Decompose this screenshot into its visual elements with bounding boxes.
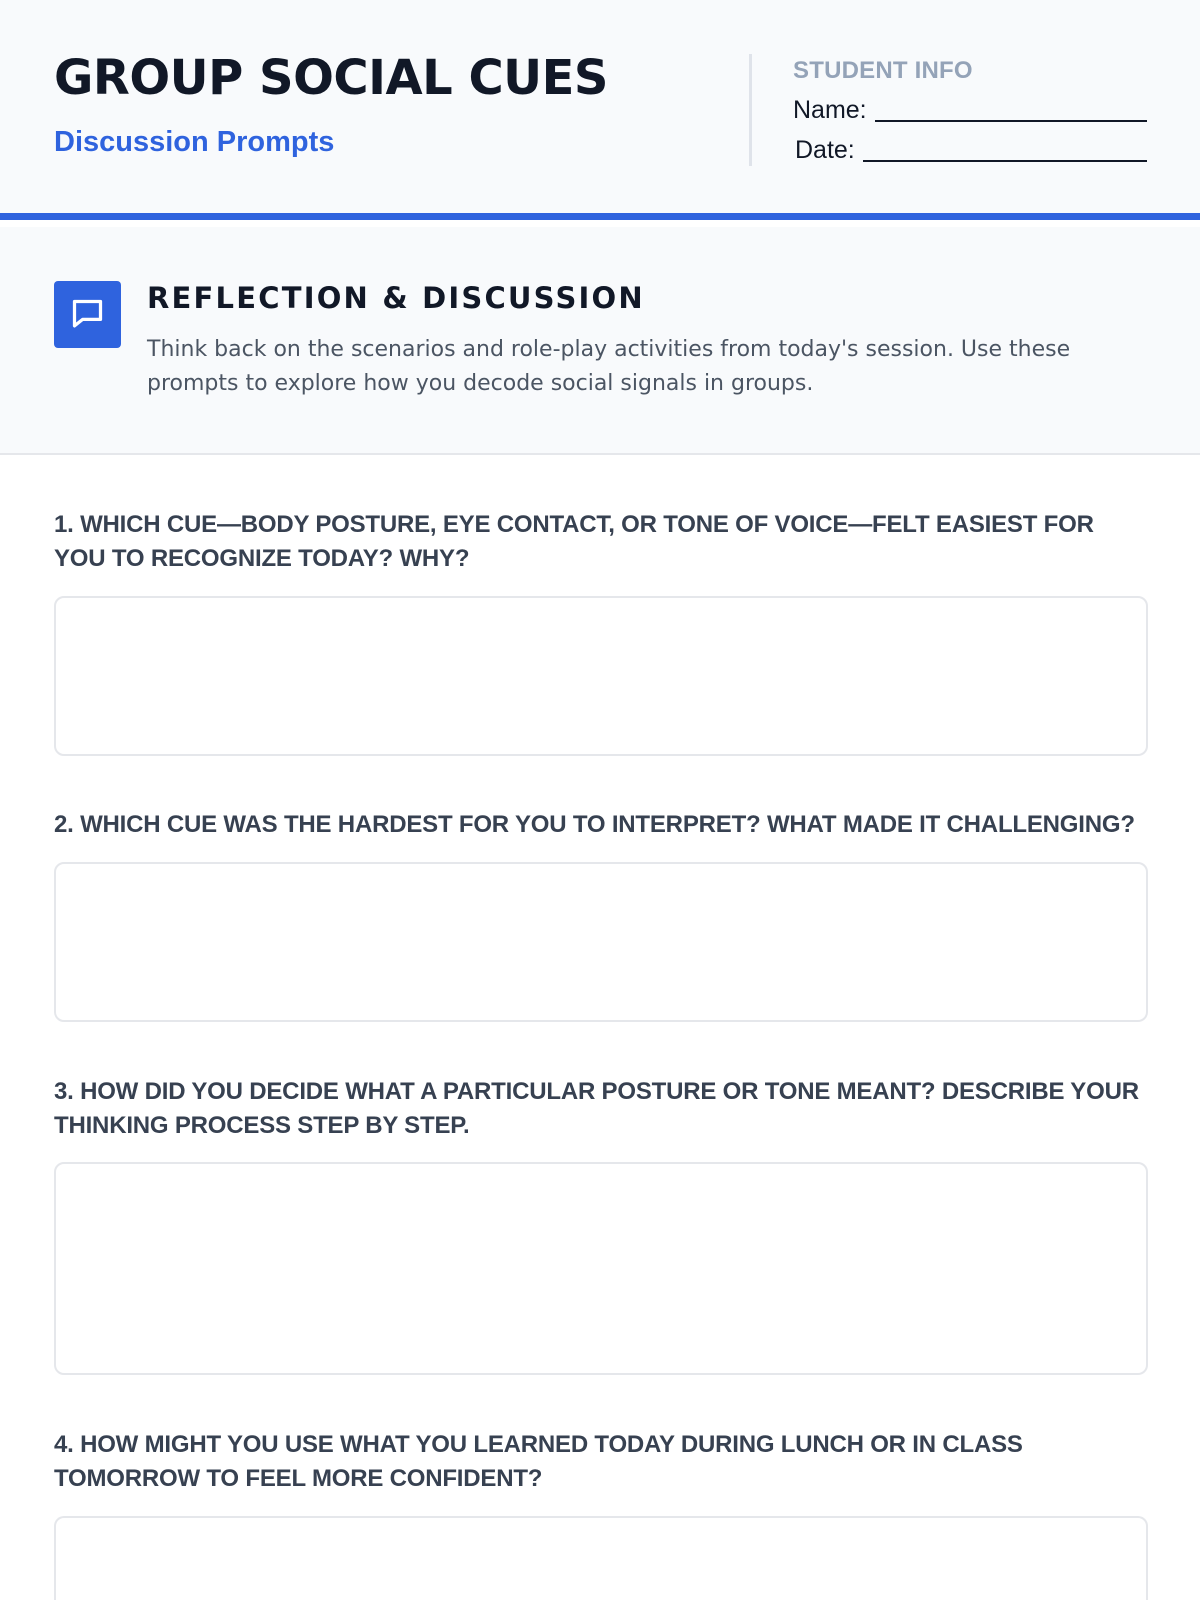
prompt-label: 2. WHICH CUE WAS THE HARDEST FOR YOU TO INTERPRET? WHAT MADE IT CHALLENGING? bbox=[54, 811, 1135, 838]
name-label: Name: bbox=[793, 96, 867, 124]
prompt-2 bbox=[54, 808, 1148, 842]
name-field[interactable] bbox=[793, 96, 1147, 125]
student-info-heading: STUDENT INFO bbox=[793, 57, 973, 84]
section-description: Think back on the scenarios and role-play activities from today's session. Use these prompts to explore how you decode social signals in groups. bbox=[147, 337, 1071, 396]
answer-box-1[interactable] bbox=[54, 596, 1148, 756]
prompt-3 bbox=[54, 1075, 1148, 1143]
worksheet-header bbox=[0, 0, 1200, 220]
chat-bubble-icon bbox=[54, 281, 121, 348]
header-divider bbox=[749, 54, 752, 166]
prompt-label: 4. HOW MIGHT YOU USE WHAT YOU LEARNED TODAY DURING LUNCH OR IN CLASS TOMORROW TO FEEL MORE CONFIDENT? bbox=[54, 1431, 1023, 1492]
answer-box-2[interactable] bbox=[54, 862, 1148, 1022]
reflection-intro bbox=[0, 227, 1200, 455]
section-heading: REFLECTION & DISCUSSION bbox=[147, 281, 645, 315]
answer-box-4[interactable] bbox=[54, 1516, 1148, 1600]
prompt-label: 3. HOW DID YOU DECIDE WHAT A PARTICULAR POSTURE OR TONE MEANT? DESCRIBE YOUR THINKING PROCESS STEP BY STEP. bbox=[54, 1078, 1139, 1139]
prompt-label: 1. WHICH CUE—BODY POSTURE, EYE CONTACT, OR TONE OF VOICE—FELT EASIEST FOR YOU TO RECOGNIZE TODAY? WHY? bbox=[54, 511, 1094, 572]
date-label: Date: bbox=[795, 136, 855, 164]
name-blank-line[interactable] bbox=[875, 100, 1147, 122]
page-subtitle: Discussion Prompts bbox=[54, 126, 335, 158]
prompt-1 bbox=[54, 508, 1148, 576]
date-field[interactable] bbox=[795, 136, 1147, 165]
prompt-4 bbox=[54, 1428, 1148, 1496]
answer-box-3[interactable] bbox=[54, 1162, 1148, 1375]
date-blank-line[interactable] bbox=[863, 140, 1147, 162]
page-title: GROUP SOCIAL CUES bbox=[54, 50, 608, 106]
